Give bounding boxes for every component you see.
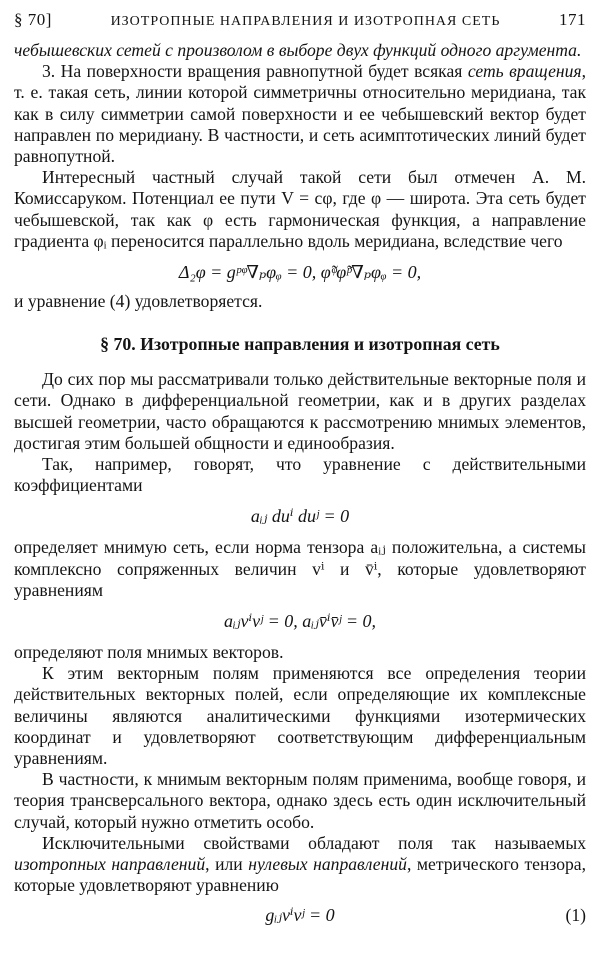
paragraph-example: Так, например, говорят, что уравнение с действительными коэффициентами [14,454,586,496]
equation-isotropic [14,905,586,926]
paragraph-fields: определяют поля мнимых векторов. [14,642,284,663]
paragraph-3: 3. На поверхности вращения равнопутной будет всякая сеть вращения, т. е. такая сеть, линии которой симметричны относительно меридиана, так как в силу симметрии самой поверхности и ее чебышевский вектор будет направлен по меридиану. В частности, и сеть асимптотических линий будет равнопутной. [14,61,586,167]
paragraph-komissaruk: Интересный частный случай такой сети был отмечен А. М. Комиссаруком. Потенциал ее пути V = cφ, где φ — широта. Эта сеть будет чебышевской, так как φ есть гармоническая функция, а направление градиента φᵢ переносится параллельно вдоль меридиана, вследствие чего [14,167,586,251]
equation-conjugate: aᵢⱼvⁱvʲ = 0, aᵢⱼv̄ⁱv̄ʲ = 0, [223,611,377,632]
header-section: § 70] [14,10,52,29]
paragraph-transversal: В частности, к мнимым векторным полям применима, вообще говоря, и теория трансверсального вектора, однако здесь есть один исключительный случай, который нужно отметить особо. [14,769,586,832]
paragraph-satisfied: и уравнение (4) удовлетворяется. [14,291,263,312]
running-header [14,6,586,40]
page-number: 171 [559,10,586,29]
header-title: ИЗОТРОПНЫЕ НАПРАВЛЕНИЯ И ИЗОТРОПНАЯ СЕТЬ [110,14,501,29]
book-page [14,6,586,926]
paragraph-intro: До сих пор мы рассматривали только действительные векторные поля и сети. Однако в дифференциальной геометрии, как и в других разделах высшей геометрии, часто обращаются к рассмотрению мнимых элементов, достигая этим большей общности и единообразия. [14,369,586,453]
paragraph-defines: определяет мнимую сеть, если норма тензора aᵢⱼ положительна, а системы комплексно сопряженных величин vⁱ и v̄ⁱ, которые удовлетворяют уравнениям [14,537,586,600]
equation-isotropic-body: gᵢⱼvⁱvʲ = 0 [265,904,335,925]
paragraph-definitions: К этим векторным полям применяются все определения теории действительных векторных полей, если определяющие их комплексные величины являются аналитическими функциями изотермических координат и удовлетворяют соответствующим дифференциальным уравнениям. [14,663,586,769]
paragraph-isotropic: Исключительными свойствами обладают поля так называемых изотропных направлений, или нулевых направлений, метрического тензора, которые удовлетворяют уравнению [14,832,587,896]
equation-imaginary-net: aᵢⱼ duⁱ duʲ = 0 [250,506,350,527]
paragraph-continued: чебышевских сетей с произволом в выборе двух функций одного аргумента. [14,40,582,60]
section-heading: § 70. Изотропные направления и изотропная сеть [100,334,500,355]
equation-laplace: Δ₂φ = gᵖᵠ∇ₚφᵩ = 0, φ̃ᵠφ̃ᵖ∇ₚφᵩ = 0, [178,262,422,283]
equation-number: (1) [565,904,586,925]
